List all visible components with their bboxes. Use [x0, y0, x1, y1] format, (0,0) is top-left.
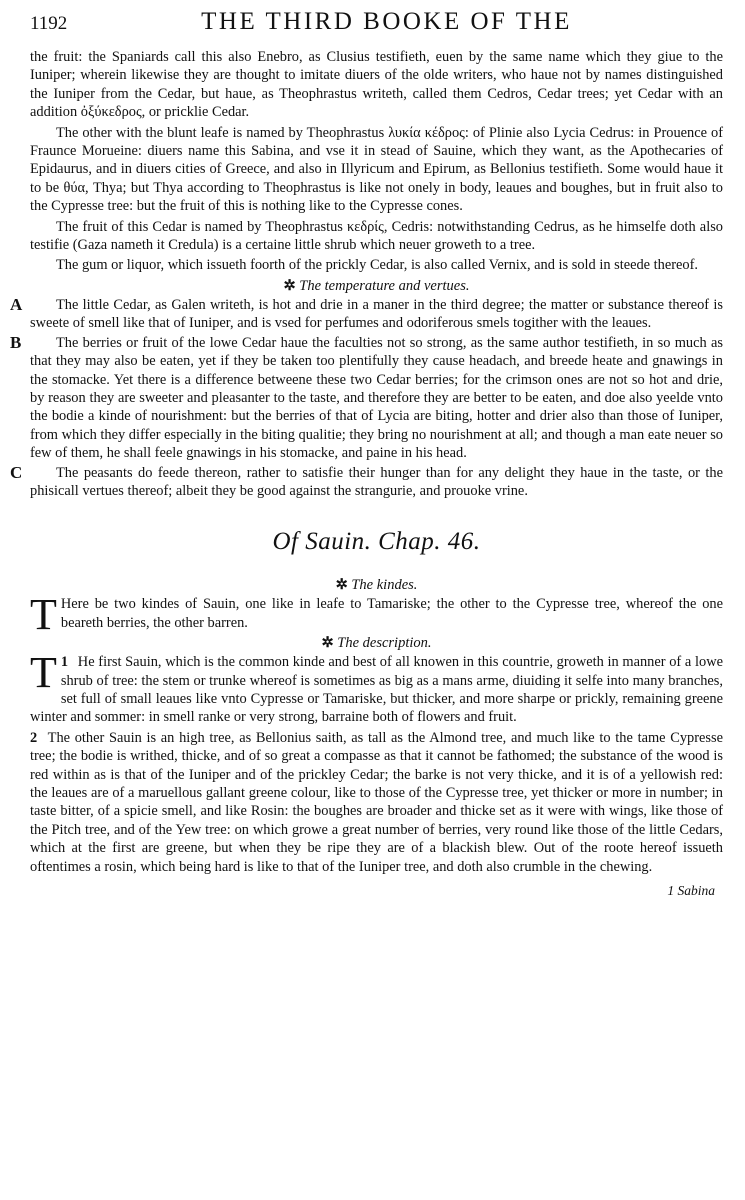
drop-cap-letter: T — [30, 590, 57, 640]
lettered-paragraph-text: The berries or fruit of the lowe Cedar haue the faculties not so strong, as the same author testifieth, in so much as that they may also be eaten, yet if they be taken too plentifully they cause headach, and breede heate and gnawings in the stomacke. Yet there is a difference betweene these two Cedar berries; for the crimson ones are not so hot and drie, by reason they are sweeter and pleasanter to the taste, and therefore they are better to be eaten, and doe also yeelde vnto the bodie a kinde of nourishment: but the berries of that of Lycia are biting, hotter and drier also than those of Iuniper, from which they differ especially in the biting qualitie; they bring no nourishment at all; and though a man eate neuer so few of them, he shall feele gnawings in his stomacke, and paine in his head. — [30, 334, 723, 462]
asterisk-ornament-icon: ✲ — [335, 577, 348, 594]
section-heading-text: The kindes. — [351, 577, 418, 594]
page-number: 1192 — [30, 13, 68, 34]
margin-letter: B — [10, 332, 22, 352]
description-text: He first Sauin, which is the common kinde and best of all knowen in this countrie, groweth in manner of a lowe shrub of tree: the stem or trunke whereof is sometimes as big as a mans arme, diuiding it selfe into many branches, set full of small leaues like vnto Cypresse or Tamariske, but thicker, and more sharpe or prickly, remaining greene winter and sommer: in smell ranke or very strong, barraine both of flowers and fruit. — [30, 654, 723, 726]
section-heading-temperature — [30, 277, 723, 295]
body-text — [10, 48, 724, 900]
paragraph: The fruit of this Cedar is named by Theophrastus κεδρίς, Cedris: notwithstanding Cedrus, as he himselfe doth also testifie (Gaza nameth it Credula) is a certaine little shrub which neuer groweth to a tree. — [30, 218, 723, 254]
lettered-paragraph — [10, 462, 723, 501]
paragraph: the fruit: the Spaniards call this also Enebro, as Clusius testifieth, euen by the same name which they giue to the Iuniper; wherein likewise they are thought to imitate diuers of the olde writers, who haue not by names distinguished the Iuniper from the Cedar, but haue, as Theophrastus writeth, called them Cedros, Cedar trees; yet Cedar with an addition ὀξύκεδρος, or pricklie Cedar. — [30, 49, 723, 121]
section-heading-kindes — [30, 576, 723, 594]
section-heading-description — [30, 634, 723, 652]
margin-letter: C — [10, 462, 23, 482]
kindes-paragraph — [30, 590, 723, 640]
chapter-title: Of Sauin. Chap. 46. — [272, 528, 481, 556]
page-header — [30, 8, 723, 48]
section-heading-text: The description. — [337, 635, 432, 652]
item-number: 2 — [30, 729, 38, 746]
paragraph: The gum or liquor, which issueth foorth of the prickly Cedar, is also called Vernix, and is sold in steede thereof. — [56, 257, 699, 274]
asterisk-ornament-icon: ✲ — [283, 277, 296, 294]
lettered-paragraph — [10, 294, 723, 333]
asterisk-ornament-icon: ✲ — [321, 635, 334, 652]
kindes-text: Here be two kindes of Sauin, one like in leafe to Tamariske; the other to the Cypresse tree, whereof the one beareth berries, the other barren. — [60, 596, 723, 631]
section-heading-text: The temperature and vertues. — [299, 277, 470, 294]
description-item — [30, 729, 723, 876]
lettered-paragraph-text: The peasants do feede thereon, rather to satisfie their hunger than for any delight they haue in the taste, or the phisicall vertues thereof; albeit they be good against the strangurie, and prouoke vrine. — [30, 464, 723, 499]
catchword: 1 Sabina — [667, 883, 715, 899]
paragraph: The other with the blunt leafe is named by Theophrastus λυκία κέδρος: of Plinie also Lycia Cedrus: in Prouence of Fraunce Morueine: diuers name this Sabina, and vse it in stead of Sauine, which they want, as the Apothecaries of Epidaurus, and in diuers cities of Greece, and also in Illyricum and Epirum, as Bellonius testifieth. Some would haue it to be θύα, Thya; but Thya according to Theophrastus is like not onely in body, leaues and boughes, but in fruit also to the Cypresse tree: but the fruit of this is nothing like to the Cypresse cones. — [30, 124, 723, 215]
lettered-paragraph-text: The little Cedar, as Galen writeth, is hot and drie in a maner in the third degree; the matter or substance thereof is sweete of smell like that of Iuniper, and is vsed for perfumes and odoriferous smels togither with the leaues. — [30, 296, 723, 332]
running-head: THE THIRD BOOKE OF THE — [201, 8, 572, 35]
description-item — [30, 648, 723, 727]
margin-letter: A — [10, 294, 23, 314]
description-text: The other Sauin is an high tree, as Bellonius saith, as tall as the Almond tree, and much like to the tame Cypresse tree; the bodie is writhed, thicke, and of so great a compasse as that it cannot be fathomed; the substance of the wood is red within as is that of the Iuniper and of the prickley Cedar; the barke is not very thicke, and it is of a yellowish red: the leaues are of a maruellous gallant greene colour, like to those of the Cypresse tree, yet thicker or more in number; in taste bitter, of a spicie smell, and like Rosin: the boughes are broader and thicke set as it were with wings, like those of the Pitch tree, and of the Yew tree: on which growe a great number of berries, very round like those of the little Cedars, which at the first are greene, but when they be ripe they are of a blackish blew. Out of the roote hereof issueth oftentimes a rosin, which being hard is like to that of the Iuniper tree, and doth also crumble in the chewing. — [30, 729, 724, 875]
drop-cap-letter: T — [30, 648, 57, 698]
lettered-paragraph — [10, 332, 723, 463]
item-number: 1 — [60, 654, 69, 671]
